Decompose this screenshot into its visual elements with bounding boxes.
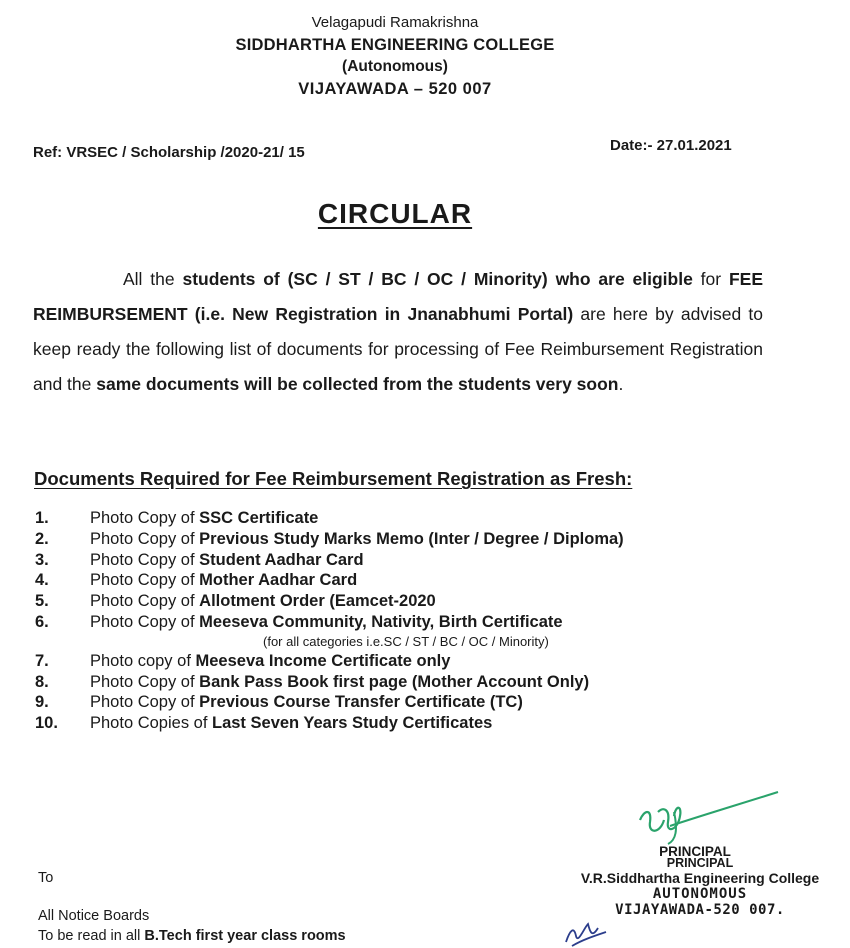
college-status: (Autonomous) [342, 58, 448, 75]
item-prefix: Photo Copy of [90, 571, 200, 590]
notice-line-2-bold: B.Tech first year class rooms [144, 928, 346, 944]
list-item [35, 612, 624, 651]
item-prefix: Photo Copy of [90, 672, 200, 691]
page-title: CIRCULAR [317, 198, 473, 229]
item-document: Mother Aadhar Card [199, 571, 358, 590]
list-item [35, 651, 624, 672]
item-number: 1. [35, 509, 49, 527]
item-prefix: Photo Copy of [90, 693, 200, 712]
list-item [35, 508, 624, 529]
item-document: Student Aadhar Card [199, 550, 364, 569]
item-number: 4. [35, 571, 49, 590]
para-bold-collection: same documents will be collected from the students very soon [96, 374, 619, 394]
item-document: Meeseva Income Certificate only [195, 651, 451, 670]
list-item [35, 692, 624, 713]
para-bold-fee: FEE REIMBURSEMENT (i.e. New Registration in Jnanabhumi Portal) [33, 269, 763, 324]
para-bold-eligibility: students of (SC / ST / BC / OC / Minority) who are eligible [182, 269, 693, 289]
item-prefix: Photo Copy of [90, 612, 200, 631]
circular-body [33, 262, 763, 402]
item-number: 2. [35, 529, 49, 548]
letterhead [0, 12, 790, 100]
list-item [35, 529, 624, 550]
item-prefix: Photo Copy of [90, 592, 200, 611]
initials-icon [562, 912, 610, 948]
item-number: 9. [35, 693, 49, 712]
notice-line-2 [38, 926, 346, 946]
item-document: Previous Course Transfer Certificate (TC) [199, 693, 523, 712]
to-label: To [38, 870, 54, 886]
college-name-line2: SIDDHARTHA ENGINEERING COLLEGE [235, 36, 555, 54]
stamp-college: V.R.Siddhartha Engineering College [580, 870, 820, 886]
college-address: VIJAYAWADA – 520 007 [298, 80, 492, 98]
stamp-title: PRINCIPAL [666, 856, 734, 870]
notice-line-2-text: To be read in all [38, 928, 145, 944]
item-prefix: Photo Copies of [90, 714, 212, 733]
stamp-city: VIJAYAWADA-520 007. [615, 902, 785, 918]
item-document: Previous Study Marks Memo (Inter / Degree / Diploma) [199, 529, 624, 548]
item-number: 6. [35, 612, 49, 631]
item-document: Last Seven Years Study Certificates [212, 714, 493, 733]
item-prefix: Photo Copy of [90, 550, 200, 569]
documents-list [35, 508, 624, 734]
list-item [35, 570, 624, 591]
documents-heading: Documents Required for Fee Reimbursement Registration as Fresh: [34, 468, 633, 489]
notice-line-1: All Notice Boards [38, 908, 150, 924]
item-number: 7. [35, 651, 49, 670]
list-item [35, 713, 624, 734]
signature-icon [630, 790, 780, 845]
item-prefix: Photo Copy of [90, 509, 200, 527]
para-text-3: are here by advised to keep ready the following list of documents for processing of Fee Reimbursement Registration and the [33, 304, 764, 394]
item-number: 8. [35, 672, 49, 691]
principal-label: PRINCIPAL [659, 844, 731, 859]
item-number: 5. [35, 592, 49, 611]
item-document: Meeseva Community, Nativity, Birth Certificate [199, 612, 563, 631]
distribution-list [38, 906, 346, 946]
item-note: (for all categories i.e.SC / ST / BC / OC / Minority) [263, 633, 549, 649]
item-prefix: Photo copy of [90, 651, 196, 670]
para-text-4: . [618, 374, 624, 394]
list-item [35, 550, 624, 571]
reference-number: Ref: VRSEC / Scholarship /2020-21/ 15 [33, 144, 305, 161]
item-number: 3. [35, 550, 49, 569]
item-document: SSC Certificate [199, 509, 319, 527]
item-document: Bank Pass Book first page (Mother Account Only) [199, 672, 590, 691]
para-text-2: for [692, 269, 729, 289]
item-document: Allotment Order (Eamcet-2020 [199, 592, 436, 611]
list-item [35, 591, 624, 612]
item-prefix: Photo Copy of [90, 529, 200, 548]
stamp-autonomous: AUTONOMOUS [652, 886, 748, 902]
principal-stamp [560, 844, 840, 918]
para-text-1: All the [123, 269, 183, 289]
list-item [35, 672, 624, 693]
item-number: 10. [35, 714, 58, 733]
circular-date: Date:- 27.01.2021 [610, 137, 732, 154]
college-name-line1: Velagapudi Ramakrishna [311, 14, 479, 31]
